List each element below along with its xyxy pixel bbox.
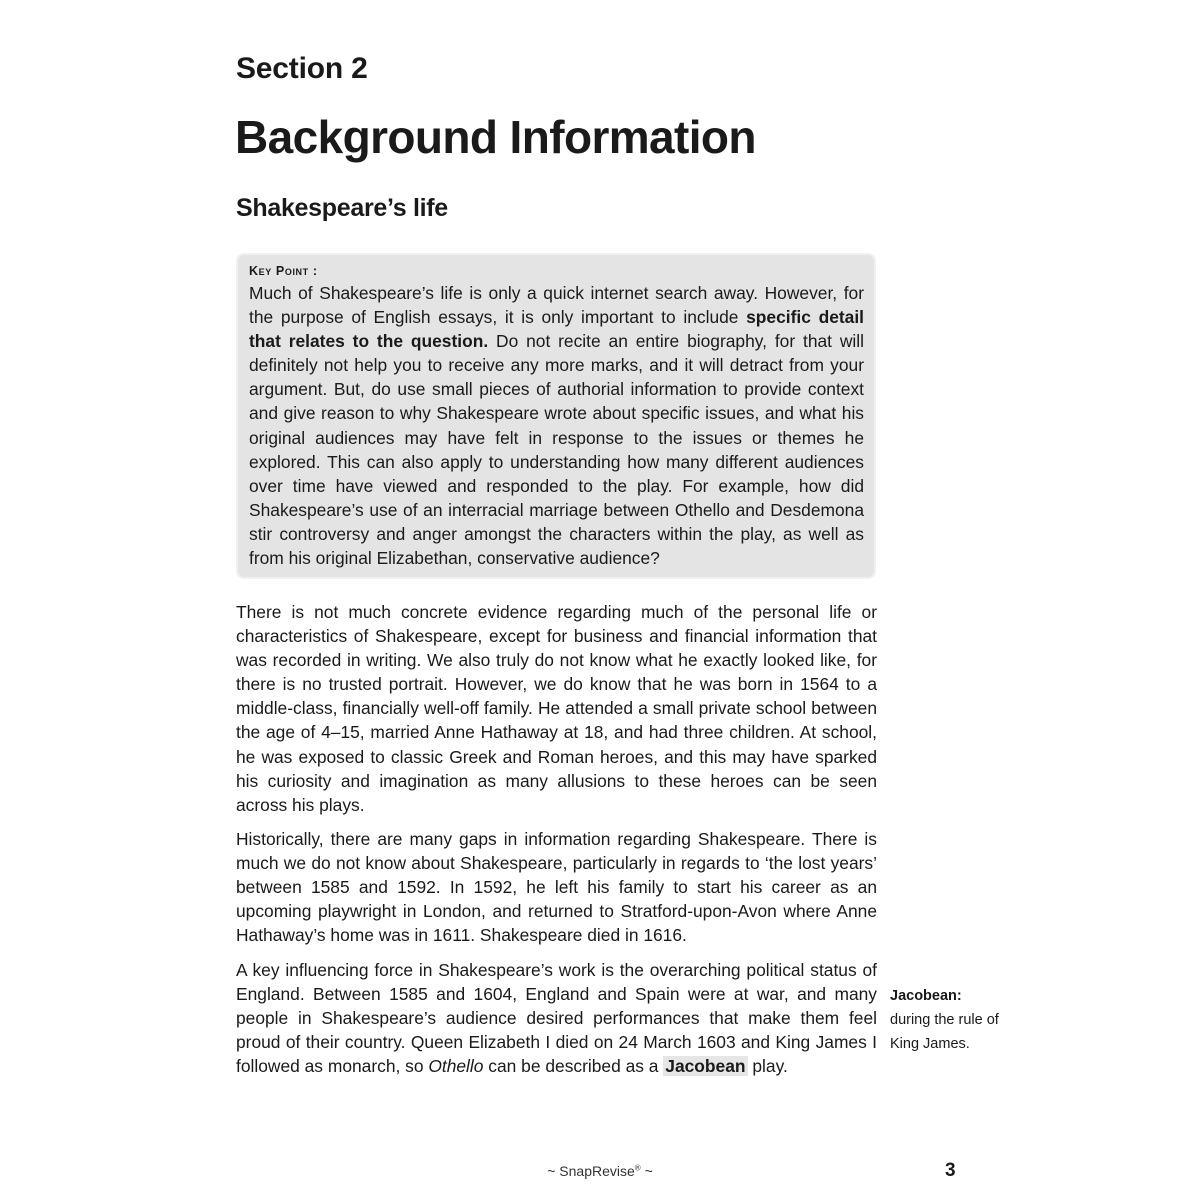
body-paragraph-2: Historically, there are many gaps in information regarding Shakespeare. There is much we do not know about Shakespeare, particularly in regards to ‘the lost years’ between 1585 and 1592. In 1592, he left his family to start his career as an upcoming playwright in London, and returned to Stratford-upon-Avon where Anne Hathaway’s home was in 1611. Shakespeare died in 1616.	[236, 829, 877, 946]
key-point-text-1: Much of Shakespeare’s life is only a quick internet search away. However, for the purpose of English essays, it is only important to include	[249, 283, 864, 328]
footer-brand-name: ~ SnapRevise	[547, 1163, 635, 1179]
margin-glossary-note	[890, 984, 1000, 1056]
body-paragraph-1: There is not much concrete evidence regarding much of the personal life or characteristics of Shakespeare, except for business and financial information that was recorded in writing. We also truly do not know what he exactly looked like, for there is no trusted portrait. However, we do know that he was born in 1564 to a middle-class, financially well-off family. He attended a small private school between the age of 4–15, married Anne Hathaway at 18, and had three children. At school, he was exposed to classic Greek and Roman heroes, and this may have sparked his curiosity and imagination as many allusions to these heroes can be seen across his plays.	[236, 602, 877, 815]
margin-note-term: Jacobean:	[890, 988, 962, 1004]
key-point-text	[249, 281, 864, 570]
section-label: Section 2	[236, 52, 368, 85]
margin-note-definition: during the rule of King James.	[890, 1012, 999, 1052]
registered-mark: ®	[634, 1163, 641, 1173]
paragraph-3-text-end: play.	[747, 1056, 788, 1077]
key-point-label	[249, 263, 864, 279]
key-point-emphasis: specific detail that relates to the question.	[249, 307, 864, 352]
key-point-label-text: Key Point :	[249, 264, 318, 278]
footer-brand	[0, 1163, 1200, 1179]
subheading: Shakespeare’s life	[236, 194, 448, 222]
paragraph-3-text-start: A key influencing force in Shakespeare’s work is the overarching political status of England. Between 1585 and 1604, England and Spain were at war, and many people in Shakespeare’s audience desired performances that make them feel proud of their country. Queen Elizabeth I died on 24 March 1603 and King James I followed as monarch, so	[236, 960, 877, 1077]
body-paragraph-3	[236, 958, 877, 1078]
page-number: 3	[945, 1160, 956, 1181]
page-title: Background Information	[235, 111, 756, 163]
paragraph-3-text-mid: can be described as a	[483, 1056, 664, 1077]
glossary-term-highlight: Jacobean	[665, 1056, 746, 1077]
key-point-text-2: Do not recite an entire biography, for that will definitely not help you to receive any more marks, and it will detract from your argument. But, do use small pieces of authorial information to provide context and give reason to why Shakespeare wrote about specific issues, and what his original audiences may have felt in response to the issues or themes he explored. This can also apply to understanding how many different audiences over time have viewed and responded to the play. For example, how did Shakespeare’s use of an interracial marriage between Othello and Desdemona stir controversy and anger amongst the characters within the play, as well as from his original Elizabethan, conservative audience?	[249, 331, 865, 569]
play-title: Othello	[428, 1056, 484, 1077]
footer-brand-suffix: ~	[640, 1163, 653, 1179]
key-point-box	[236, 253, 876, 579]
